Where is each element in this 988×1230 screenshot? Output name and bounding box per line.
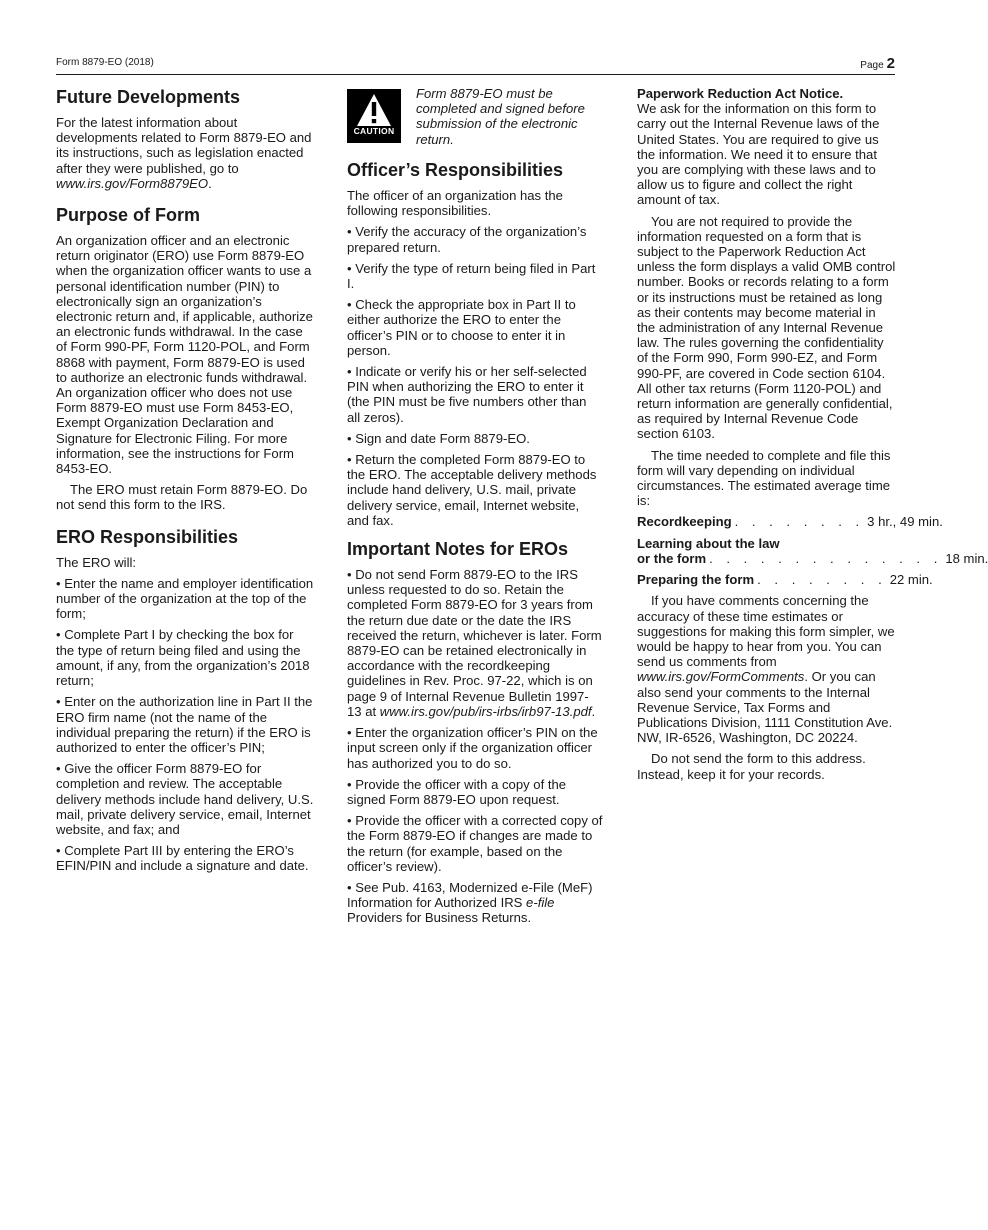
officer-heading: Officer’s Responsibilities <box>347 160 564 180</box>
page-header <box>56 55 895 73</box>
purpose-retain-paragraph: The ERO must retain Form 8879-EO. Do not send this form to the IRS. <box>56 482 308 513</box>
form-comments-link[interactable]: www.irs.gov/FormComments <box>637 669 805 685</box>
page-number <box>860 55 895 72</box>
irb-link[interactable]: www.irs.gov/pub/irs-irbs/irb97-13.pdf <box>379 703 592 719</box>
ero-bullet: • Enter the name and employer identification number of the organization at the top of the form; <box>56 575 314 622</box>
notes-bullet: • Enter the organization officer’s PIN on the input screen only if the organization officer has authorized you to do so. <box>347 725 598 771</box>
officer-bullet: • Verify the type of return being filed in Part I. <box>347 260 596 292</box>
notes-heading: Important Notes for EROs <box>347 539 569 560</box>
comments-paragraph: If you have comments concerning the accuracy of these time estimates or suggestions for making this form simpler, we would be happy to hear from you. You can send us comments from www.irs.gov/FormComments. Or you can also send your comments to the Internal Revenue Service, Tax Forms and Publications Division, 1111 Constitution Ave. NW, IR-6526, Washington, DC 20224. <box>637 593 895 746</box>
officer-bullet: • Check the appropriate box in Part II to either authorize the ERO to enter the officer’s PIN or to choose to enter it in person. <box>347 297 576 358</box>
page-label: Page <box>860 60 884 71</box>
notes-bullet: • See Pub. 4163, Modernized e-File (MeF) Information for Authorized IRS e-file Providers for Business Returns. <box>347 879 593 926</box>
time-learning: Learning about the law or the form . . . . . . . . . . . . . . 18 min. <box>637 535 988 566</box>
form-id: Form 8879-EO (2018) <box>56 57 154 68</box>
closing-paragraph: Do not send the form to this address. Instead, keep it for your records. <box>637 751 866 782</box>
officer-bullet: • Sign and date Form 8879-EO. <box>347 430 530 446</box>
time-preparing: Preparing the form . . . . . . . . 22 min. <box>637 572 933 588</box>
officer-bullet: • Indicate or verify his or her self-selected PIN when authorizing the ERO to enter it (the PIN must be five numbers other than all zeros). <box>347 364 587 425</box>
pra-paragraph: We ask for the information on this form to carry out the Internal Revenue laws of the United States. You are required to give us the information. We need it to ensure that you are complying with these laws and to allow us to figure and collect the right amount of tax. <box>637 101 880 208</box>
notes-bullet: • Provide the officer with a corrected copy of the Form 8879-EO if changes are made to the return (for example, based on the officer’s review). <box>347 813 603 874</box>
future-developments-heading: Future Developments <box>56 87 241 107</box>
notes-bullet: • Provide the officer with a copy of the signed Form 8879-EO upon request. <box>347 776 567 807</box>
purpose-paragraph: An organization officer and an electronic return originator (ERO) use Form 8879-EO when the organization officer wants to use a personal identification number (PIN) to electronically sign an organization’s electronic return and, if applicable, authorize an electronic funds withdrawal. In the case of Form 990-PF, Form 1120-POL, and Form 8868 with payment, Form 8879-EO is used to authorize an electronic funds withdrawal. An organization officer who does not use Form 8879-EO must use Form 8453-EO, Exempt Organization Declaration and Signature for Electronic Filing. For more information, see the instructions for Form 8453-EO. <box>56 233 313 477</box>
warning-triangle-icon <box>356 93 392 127</box>
ero-bullet: • Complete Part I by checking the box for the type of return being filed and using the amount, if any, from the organization’s 2018 return; <box>56 627 310 689</box>
caution-box <box>347 86 603 150</box>
ero-bullet: • Complete Part III by entering the ERO’s EFIN/PIN and include a signature and date. <box>56 843 309 874</box>
ero-intro: The ERO will: <box>56 554 137 570</box>
notes-bullet: • Do not send Form 8879-EO to the IRS unless requested to do so. Retain the completed Form 8879-EO for 3 years from the return due date or the date the IRS received the return, whichever is later. Form 8879-EO can be retained electronically in accordance with the recordkeeping guidelines in Rev. Proc. 97-22, which is on page 9 of Internal Revenue Bulletin 1997-13 at www.irs.gov/pub/irs-irbs/irb97-13.pdf. <box>347 567 602 719</box>
page-number-value: 2 <box>886 55 895 72</box>
form-link[interactable]: www.irs.gov/Form8879EO <box>56 175 209 191</box>
header-rule <box>56 74 895 75</box>
ero-heading: ERO Responsibilities <box>56 526 239 547</box>
officer-bullet: • Verify the accuracy of the organization’s prepared return. <box>347 224 587 255</box>
purpose-heading: Purpose of Form <box>56 205 201 226</box>
ero-bullet: • Give the officer Form 8879-EO for completion and review. The acceptable delivery methods include hand delivery, U.S. mail, private delivery service, email, Internet website, and fax; and <box>56 761 314 837</box>
officer-intro: The officer of an organization has the following responsibilities. <box>347 188 563 219</box>
future-developments-text: For the latest information about developments related to Form 8879-EO and its instructions, such as legislation enacted after they were published, go to www.irs.gov/Form8879EO. <box>56 115 312 191</box>
pra-paragraph: You are not required to provide the information requested on a form that is subject to the Paperwork Reduction Act unless the form displays a valid OMB control number. Books or records relating to a form or its instructions must be retained as long as their contents may become material in the administration of any Internal Revenue law. The rules governing the confidentiality of the Form 990, Form 990-EZ, and Form 990-PF, are covered in Code section 6104. All other tax returns (Form 1120-POL) and return information are generally confidential, as required by Internal Revenue Code section 6103. <box>637 213 896 442</box>
column-1 <box>56 86 314 880</box>
officer-bullet: • Return the completed Form 8879-EO to the ERO. The acceptable delivery methods include hand delivery, U.S. mail, private delivery service, email, Internet website, and fax. <box>347 452 597 528</box>
pra-paragraph: The time needed to complete and file this form will vary depending on individual circumstances. The estimated average time is: <box>637 447 891 509</box>
ero-bullet: • Enter on the authorization line in Part II the ERO firm name (not the name of the individual preparing the return) if the ERO is authorized to enter the officer’s PIN; <box>56 694 313 755</box>
caution-text: Form 8879-EO must be completed and signed before submission of the electronic return. <box>416 86 585 147</box>
column-2 <box>347 86 603 932</box>
caution-label: CAUTION <box>353 125 395 136</box>
column-3 <box>637 86 988 788</box>
caution-icon <box>347 89 401 143</box>
pra-heading: Paperwork Reduction Act Notice. <box>637 86 844 101</box>
time-recordkeeping: Recordkeeping . . . . . . . . 3 hr., 49 min. <box>637 514 943 530</box>
